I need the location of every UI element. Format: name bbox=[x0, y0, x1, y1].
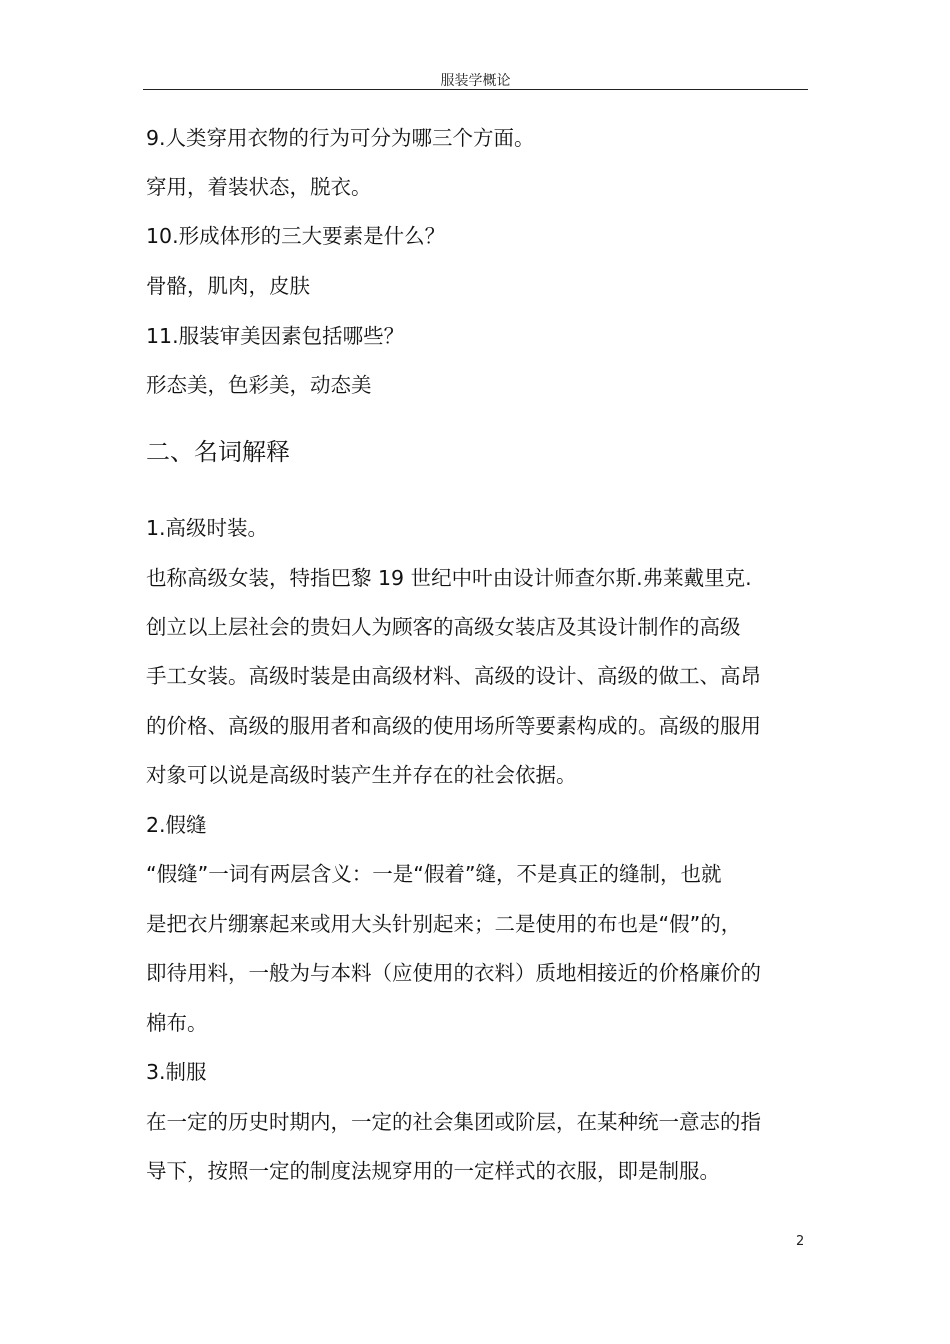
page-number: 2 bbox=[796, 1234, 805, 1249]
term-1-line: 也称高级女装，特指巴黎 19 世纪中叶由设计师查尔斯.弗莱戴里克. bbox=[146, 566, 752, 590]
answer-10: 骨骼，肌肉，皮肤 bbox=[146, 274, 310, 298]
term-3-line: 导下，按照一定的制度法规穿用的一定样式的衣服，即是制服。 bbox=[146, 1159, 720, 1183]
term-3-line: 在一定的历史时期内，一定的社会集团或阶层，在某种统一意志的指 bbox=[146, 1110, 761, 1134]
term-2-line: 即待用料，一般为与本料（应使用的衣料）质地相接近的价格廉价的 bbox=[146, 961, 761, 985]
term-1-line: 对象可以说是高级时装产生并存在的社会依据。 bbox=[146, 763, 577, 787]
question-9: 9.人类穿用衣物的行为可分为哪三个方面。 bbox=[146, 126, 535, 150]
page-header: 服装学概论 bbox=[440, 73, 511, 89]
term-3-title: 3.制服 bbox=[146, 1060, 207, 1084]
header-rule bbox=[143, 89, 808, 90]
term-2-line: “假缝”一词有两层含义：一是“假着”缝，不是真正的缝制，也就 bbox=[146, 862, 722, 886]
question-10: 10.形成体形的三大要素是什么？ bbox=[146, 224, 446, 248]
term-1-line: 创立以上层社会的贵妇人为顾客的高级女装店及其设计制作的高级 bbox=[146, 615, 741, 639]
term-2-line: 棉布。 bbox=[146, 1011, 208, 1035]
question-11: 11.服装审美因素包括哪些？ bbox=[146, 324, 405, 348]
term-2-line: 是把衣片绷寨起来或用大头针别起来；二是使用的布也是“假”的， bbox=[146, 912, 742, 936]
term-1-line: 手工女装。高级时装是由高级材料、高级的设计、高级的做工、高昂 bbox=[146, 664, 761, 688]
term-1-line: 的价格、高级的服用者和高级的使用场所等要素构成的。高级的服用 bbox=[146, 714, 761, 738]
term-2-title: 2.假缝 bbox=[146, 813, 207, 837]
section-heading: 二、名词解释 bbox=[146, 438, 290, 466]
answer-9: 穿用，着装状态，脱衣。 bbox=[146, 175, 372, 199]
answer-11: 形态美，色彩美，动态美 bbox=[146, 373, 372, 397]
term-1-title: 1.高级时装。 bbox=[146, 516, 269, 540]
